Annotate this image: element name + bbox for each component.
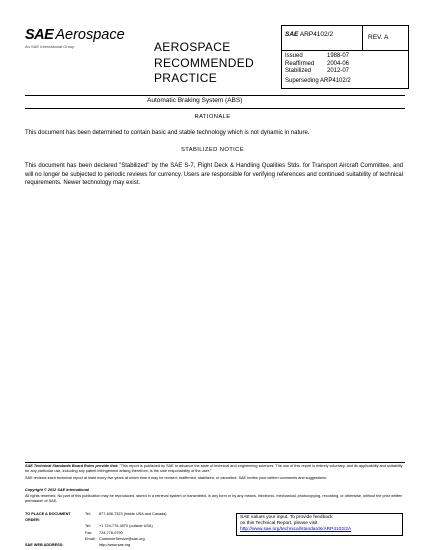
doc-number-row xyxy=(282,26,408,51)
date-value: 2012-07 xyxy=(327,68,350,75)
contact-row xyxy=(25,511,167,523)
contact-value: 724-776-0790 xyxy=(99,530,123,535)
web-address-link[interactable]: http://www.sae.org xyxy=(99,543,131,548)
contact-type: Tel: xyxy=(85,512,91,516)
footer-copyright: Copyright © 2012 SAE International xyxy=(25,488,89,492)
date-row-stabilized xyxy=(285,68,349,76)
subject-bar xyxy=(25,95,405,109)
title-line-3: PRACTICE xyxy=(154,71,218,85)
title-line-1: AEROSPACE xyxy=(154,40,231,54)
date-value: 1988-07 xyxy=(327,53,350,59)
document-number xyxy=(285,31,333,38)
stabilized-notice-heading: STABILIZED NOTICE xyxy=(180,147,245,153)
revision-label: REV. A xyxy=(368,34,389,41)
docnum-value: ARP4102/2 xyxy=(299,31,334,38)
document-type-title xyxy=(154,40,254,87)
date-row-issued xyxy=(285,53,349,61)
superseding-note: Superseding ARP4102/2 xyxy=(285,78,351,84)
order-contacts xyxy=(25,511,167,548)
title-line-2: RECOMMENDED xyxy=(154,55,254,70)
feedback-box xyxy=(236,513,403,536)
contact-type: Email: xyxy=(85,536,96,541)
logo-sae-text: SAE xyxy=(25,27,54,43)
contact-value: 877-606-7323 (inside USA and Canada) xyxy=(99,512,167,516)
order-label: TO PLACE A DOCUMENT ORDER: xyxy=(25,512,71,523)
logo-aerospace-text: Aerospace xyxy=(55,27,125,43)
sae-aerospace-logo xyxy=(25,28,133,49)
rationale-heading: RATIONALE xyxy=(194,114,231,120)
web-label: SAE WEB ADDRESS: xyxy=(25,543,64,548)
footer-rights-paragraph: All rights reserved. No part of this publication may be reproduced, stored in a retrieval system or transmitted, in any form or by any means, electronic, mechanical, photocopying, recording, or otherwise, without the prior written permission of SAE. xyxy=(25,494,403,503)
contact-value: +1 724-776-4970 (outside USA) xyxy=(99,524,153,529)
document-header-box xyxy=(281,25,409,89)
date-label: Stabilized xyxy=(285,68,312,75)
contact-row xyxy=(25,542,167,548)
contact-type: Tel: xyxy=(85,524,91,529)
contact-type: Fax: xyxy=(85,530,93,535)
date-label: Reaffirmed xyxy=(285,60,315,67)
feedback-line-2: on this Technical Report, please visit xyxy=(240,521,318,527)
footer-rules-lead: SAE Technical Standards Board Rules provide that: xyxy=(25,464,119,468)
footer-rules-paragraph xyxy=(25,464,405,474)
feedback-line-1: SAE values your input. To provide feedback xyxy=(240,515,333,520)
docnum-sae-prefix: SAE xyxy=(285,31,299,38)
date-table xyxy=(285,53,349,76)
rev-divider xyxy=(362,26,363,50)
feedback-link[interactable]: http://www.sae.org/technical/standards/ARP4102/2A xyxy=(240,527,352,533)
stabilized-notice-text: This document has been declared "Stabilized" by the SAE S-7, Flight Deck & Handling Qualities Stds. for Transport Aircraft Committee, and will no longer be subjected to periodic reviews for currency. Users are responsible for verifying references and continued suitability of technical requirements. Newer technology may exist. xyxy=(25,163,403,187)
contact-email-link[interactable]: CustomerService@sae.org xyxy=(99,536,145,541)
rationale-text: This document has been determined to contain basic and stable technology which is not dynamic in nature. xyxy=(25,130,310,136)
subject-title: Automatic Braking System (ABS) xyxy=(147,97,243,104)
footer-rules-text: "This report is published by SAE to advance the state of technical and engineering sciences. The use of this report is entirely voluntary, and its applicability and suitability for any particular use, including any patent infringement arising therefrom, is the sole responsibility of the user." xyxy=(25,464,403,473)
date-label: Issued xyxy=(285,53,303,59)
date-row-reaffirmed xyxy=(285,61,349,69)
footer-divider xyxy=(25,462,405,463)
logo-tagline: An SAE International Group xyxy=(25,44,75,49)
footer-review-paragraph: SAE reviews each technical report at least every five years at which time it may be revised, reaffirmed, stabilized, or cancelled. SAE invites your written comments and suggestions. xyxy=(25,476,327,480)
date-value: 2004-06 xyxy=(327,60,350,67)
